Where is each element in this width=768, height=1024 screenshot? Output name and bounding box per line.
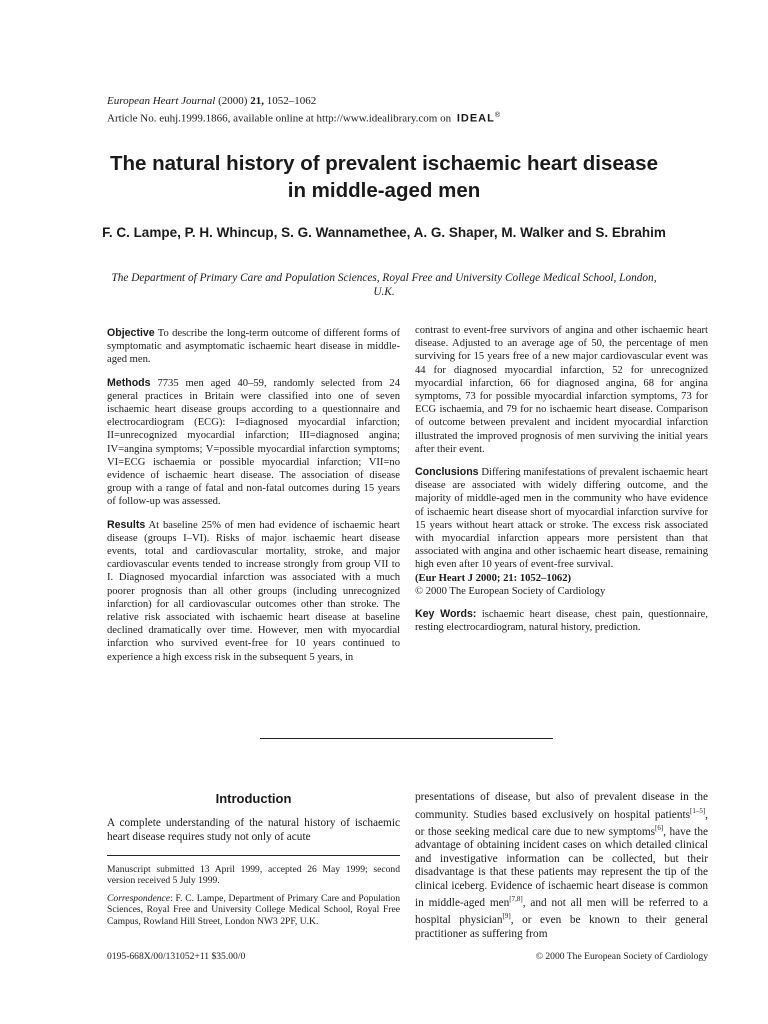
paper-title: The natural history of prevalent ischaemic heart disease in middle-aged men — [109, 152, 658, 202]
manuscript-dates: Manuscript submitted 13 April 1999, accepted 26 May 1999; second version received 5 July 1999. — [107, 864, 400, 887]
intro-text-3: , have the advantage of obtaining incident cases on which detailed clinical and investigative information can be collected, but their disadvantage is that these patients may represent the tip of the clinical iceberg. Evidence of ischaemic heart disease is common in middle-aged men — [415, 825, 708, 909]
journal-year: (2000) — [218, 95, 248, 107]
journal-citation-line — [107, 95, 501, 109]
journal-volume: 21, — [250, 95, 264, 107]
article-availability-line — [107, 109, 501, 126]
results-label: Results — [107, 518, 146, 531]
footnote-block — [107, 864, 400, 933]
ideal-logo — [457, 109, 501, 126]
intro-text-2: , or those seeking medical care due to new symptoms — [415, 808, 708, 838]
objective-label: Objective — [107, 327, 155, 339]
methods-label: Methods — [107, 376, 151, 389]
ideal-logo-text: IDEAL — [456, 112, 495, 125]
reference-link[interactable]: [7,8] — [509, 895, 523, 904]
abstract-copyright: © 2000 The European Society of Cardiology — [415, 585, 606, 597]
registered-mark: ® — [494, 111, 501, 119]
conclusions-label: Conclusions — [415, 466, 479, 479]
section-divider — [260, 738, 553, 739]
correspondence-label: Correspondence — [107, 892, 171, 904]
intro-text-5: , or even be known to their general practitioner as suffering from — [415, 914, 708, 940]
paper-authors: F. C. Lampe, P. H. Whincup, S. G. Wannamethee, A. G. Shaper, M. Walker and S. Ebrahim — [102, 225, 666, 240]
reference-link[interactable]: [6] — [655, 823, 664, 832]
abstract-objective — [107, 327, 400, 367]
abstract-citation: (Eur Heart J 2000; 21: 1052–1062) — [415, 572, 572, 584]
journal-pages: 1052–1062 — [266, 95, 317, 107]
intro-text-1: presentations of disease, but also of prevalent disease in the community. Studies based exclusively on hospital patients — [415, 791, 708, 821]
keywords-text: ischaemic heart disease, chest pain, questionnaire, resting electrocardiogram, natural history, prediction. — [415, 609, 708, 634]
methods-text: 7735 men aged 40–59, randomly selected from 24 general practices in Britain were classified into one of seven ischaemic heart disease groups according to a questionnaire and electrocardiogram (ECG): I=diagnosed myocardial infarction; II=unrecognized myocardial infarction; III=diagnosed angina; IV=angina symptoms; V=possible myocardial infarction symptoms; VI=ECG ischaemia or possible myocardial infarction; VII=no evidence of ischaemic heart disease. The association of disease group with a range of fatal and non-fatal outcomes during 15 years of follow-up was assessed. — [107, 377, 400, 508]
abstract-methods — [107, 377, 400, 509]
correspondence-text: : F. C. Lampe, Department of Primary Care and Population Sciences, Royal Free and University College Medical School, Royal Free Campus, Rowland Hill Street, London NW3 2PF, U.K. — [107, 892, 400, 927]
abstract-left-column — [107, 327, 400, 674]
intro-text-4: , and not all men will be referred to a hospital physician — [415, 896, 708, 927]
reference-link[interactable]: [1–5] — [690, 806, 706, 815]
reference-link[interactable]: [9] — [502, 912, 511, 921]
footnote-rule — [107, 855, 400, 856]
introduction-right-text — [415, 791, 708, 941]
abstract-results — [107, 519, 400, 664]
introduction-left-text: A complete understanding of the natural history of ischaemic heart disease requires study not only of acute — [107, 817, 400, 843]
correspondence — [107, 893, 400, 927]
author-affiliation: The Department of Primary Care and Population Sciences, Royal Free and University College Medical School, London, U.K. — [111, 272, 657, 298]
results-text: At baseline 25% of men had evidence of ischaemic heart disease (groups I–VI). Risks of major ischaemic heart disease events, total and cardiovascular mortality, stroke, and major cardiovascular events tended to increase strongly from group VII to I. Diagnosed myocardial infarction was associated with a much poorer prognosis than all other groups (including unrecognized infarction) for all cardiovascular outcomes other than stroke. The relative risk associated with ischaemic heart disease at baseline declined dramatically over time. However, men with myocardial infarction who survived event-free for 10 years continued to experience a high excess risk in the subsequent 5 years, in — [107, 519, 400, 663]
conclusions-text: Differing manifestations of prevalent ischaemic heart disease are associated with widely differing outcome, and the majority of middle-aged men in the community who have evidence of ischaemic heart disease short of myocardial infarction survive for 15 years without heart attack or stroke. The excess risk associated with myocardial infarction appears more persistent than that associated with angina and other ischaemic heart disease, remaining high even after 10 years of event-free survival. — [415, 467, 708, 571]
introduction-heading: Introduction — [215, 791, 292, 806]
keywords-label: Key Words: — [415, 608, 477, 621]
journal-header — [107, 95, 501, 126]
objective-text: To describe the long-term outcome of different forms of symptomatic and asymptomatic ischaemic heart disease in middle-aged men. — [107, 328, 400, 366]
abstract-right-column — [415, 324, 708, 644]
abstract-keywords — [415, 608, 708, 634]
article-line: Article No. euhj.1999.1866, available online at http://www.idealibrary.com on — [107, 112, 452, 125]
journal-name: European Heart Journal — [107, 95, 216, 107]
footer-copyright: © 2000 The European Society of Cardiology — [535, 951, 708, 962]
abstract-results-continued: contrast to event-free survivors of angina and other ischaemic heart disease. Adjusted to an average age of 50, the percentage of men surviving for 15 years free of a new major cardiovascular event was 44 for diagnosed myocardial infarction, 52 for unrecognized myocardial infarction, 66 for diagnosed angina, 68 for angina symptoms, 73 for possible myocardial infarction symptoms, 73 for ECG ischaemia, and 79 for no ischaemic heart disease. Comparison of outcome between prevalent and incident myocardial infarction illustrated the improved prognosis of men surviving the initial years after their event. — [415, 325, 708, 455]
footer-issn: 0195-668X/00/131052+11 $35.00/0 — [107, 951, 246, 962]
abstract-conclusions — [415, 466, 708, 598]
